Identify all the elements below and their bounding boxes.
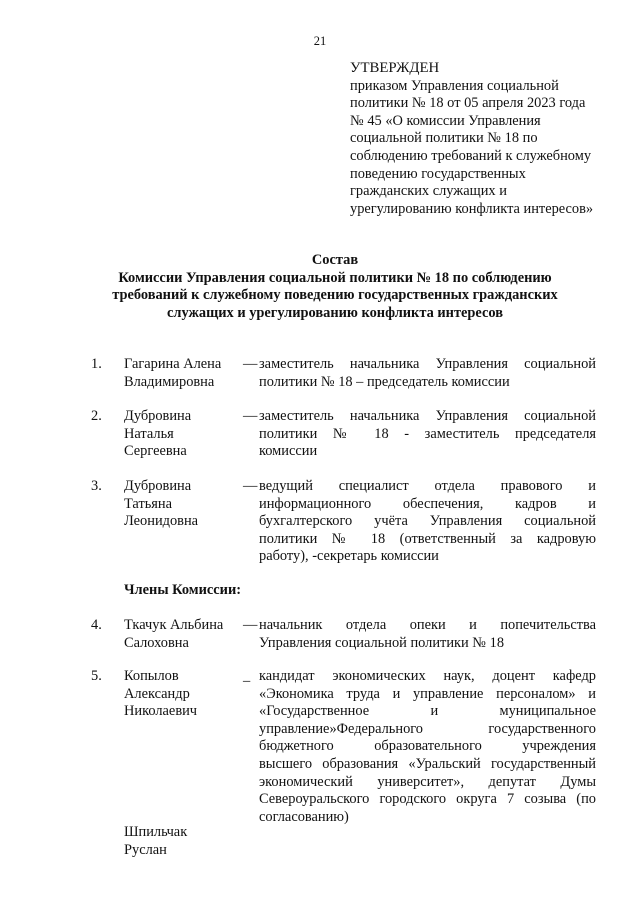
title-line: служащих и урегулированию конфликта интересов [166, 304, 503, 321]
name-line: Владимировна [124, 373, 215, 390]
role-line: политики № 18 - заместитель председателя [259, 425, 596, 442]
role-line: экономический университет», депутат Думы [259, 773, 596, 790]
role-line: заместитель начальника Управления социальной [259, 408, 596, 424]
name-line: Копылов [124, 668, 179, 684]
role-line: «Экономика труда и управление персоналом» и [259, 685, 596, 702]
name-line: Салоховна [124, 634, 189, 651]
approval-line: урегулированию конфликта интересов» [350, 200, 594, 217]
member-name [124, 824, 240, 859]
role-line: Североуральского городского округа 7 созыва (по [259, 791, 596, 808]
approval-block [350, 60, 610, 218]
name-line: Николаевич [124, 703, 198, 720]
approval-line: поведению государственных [350, 165, 526, 182]
entry-number: 1. [91, 356, 102, 372]
document-title [100, 252, 570, 322]
member-name [124, 617, 240, 652]
page-number: 21 [313, 34, 327, 48]
dash: — [243, 617, 258, 633]
role-line: бюджетного образовательного учреждения [259, 738, 596, 755]
entry-number: 4. [91, 617, 102, 633]
role-line: работу), -секретарь комиссии [259, 548, 439, 565]
member-name [124, 356, 240, 391]
role-line: согласованию) [259, 808, 349, 825]
dash: — [243, 408, 258, 424]
name-line: Леонидовна [124, 513, 199, 530]
name-line: Наталья [124, 425, 174, 442]
role-line: политики № 18 – председатель комиссии [259, 373, 510, 390]
dash: — [243, 478, 258, 494]
role-line: комиссии [259, 443, 318, 460]
role-line: управление»Федерального государственного [259, 720, 596, 737]
role-line: начальник отдела опеки и попечительства [259, 617, 596, 633]
title-heading: Состав [311, 252, 359, 268]
member-role [259, 408, 596, 461]
name-line: Дубровина [124, 408, 192, 424]
name-line: Ткачук Альбина [124, 617, 224, 633]
approval-line: социальной политики № 18 по [350, 130, 538, 147]
name-line: Александр [124, 685, 190, 702]
entry-number: 5. [91, 668, 102, 684]
title-line: Комиссии Управления социальной политики № 18 по соблюдению [118, 269, 552, 286]
name-line: Сергеевна [124, 443, 187, 460]
approval-line: приказом Управления социальной [350, 77, 559, 94]
dash: _ [243, 668, 251, 684]
members-heading: Члены Комиссии: [124, 582, 242, 598]
role-line: «Государственное и муниципальное [259, 703, 596, 720]
dash: — [243, 356, 258, 372]
entry-number: 3. [91, 478, 102, 494]
role-line: заместитель начальника Управления социальной [259, 356, 596, 372]
approval-line: гражданских служащих и [350, 183, 507, 200]
name-line: Руслан [124, 841, 167, 858]
role-line: информационного обеспечения, кадров и [259, 495, 596, 512]
role-line: кандидат экономических наук, доцент кафедр [259, 668, 596, 684]
member-name [124, 668, 240, 721]
approval-line: политики № 18 от 05 апреля 2023 года [350, 95, 586, 112]
role-line: политики № 18 (ответственный за кадровую [259, 530, 596, 547]
name-line: Шпильчак [124, 824, 188, 840]
approval-line: соблюдению требований к служебному [350, 147, 592, 164]
entry-number: 2. [91, 408, 102, 424]
member-role [259, 356, 596, 391]
member-name [124, 408, 240, 461]
role-line: Управления социальной политики № 18 [259, 634, 505, 651]
role-line: высшего образования «Уральский государственный [259, 755, 596, 772]
name-line: Гагарина Алена [124, 356, 222, 372]
member-name [124, 478, 240, 531]
member-role [259, 668, 596, 826]
member-role [259, 617, 596, 652]
name-line: Дубровина [124, 478, 192, 494]
role-line: бухгалтерского учёта Управления социальной [259, 513, 596, 530]
member-role [259, 478, 596, 566]
title-line: требований к служебному поведению государственных гражданских [112, 287, 558, 304]
approval-line: № 45 «О комиссии Управления [350, 112, 541, 129]
approval-word: УТВЕРЖДЕН [350, 60, 440, 76]
name-line: Татьяна [124, 495, 173, 512]
role-line: ведущий специалист отдела правового и [259, 478, 596, 494]
